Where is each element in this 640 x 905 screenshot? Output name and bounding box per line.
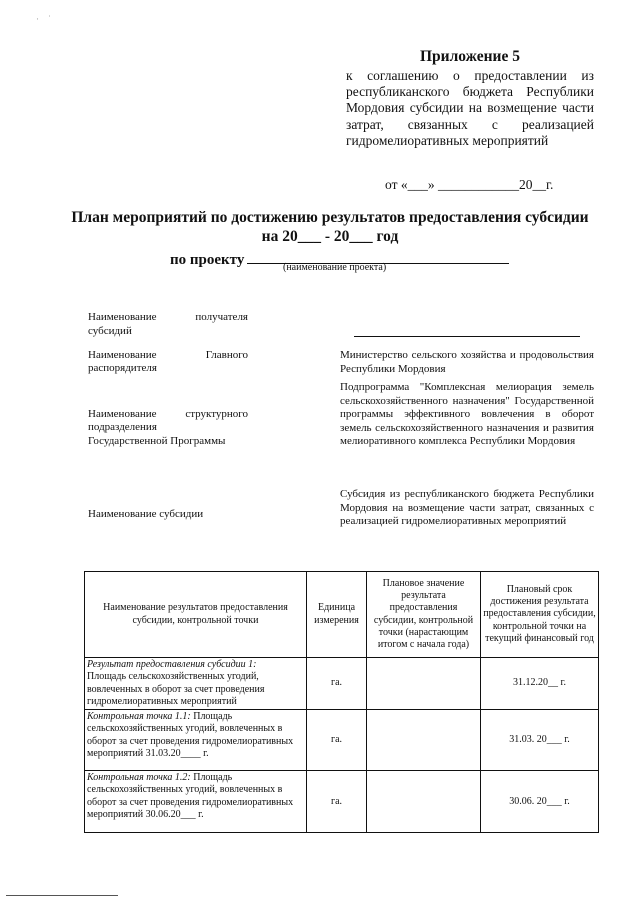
- plan-title-line1: План мероприятий по достижению результатов предоставления субсидии: [71, 209, 589, 226]
- row-value: [367, 658, 481, 710]
- row-date: 31.03. 20___ г.: [481, 710, 599, 771]
- appendix-date: от «___» ____________20__г.: [385, 177, 554, 192]
- plan-title: [40, 208, 620, 246]
- scan-speck: · ˙: [36, 14, 51, 24]
- subsidy-value: Субсидия из республиканского бюджета Республики Мордовия на возмещение части затрат, связанных с реализацией гидромелиоративных мероприятий: [340, 488, 594, 527]
- table-row: [85, 710, 599, 771]
- struct-value: Подпрограмма "Комплексная мелиорация земель сельскохозяйственного назначения" Государственной программы эффективного вовлечения в оборот земель сельскохозяйственного назначения и развития мелиоративного комплекса Республики Мордовия: [340, 381, 594, 447]
- plan-title-line2: на 20___ - 20___ год: [261, 228, 399, 245]
- row-text: Площадь сельскохозяйственных угодий, вовлеченных в оборот за счет проведения гидромелиоративных мероприятий: [87, 671, 265, 707]
- row-label: Контрольная точка 1.1:: [87, 711, 191, 723]
- table-row: [85, 771, 599, 833]
- row-unit: га.: [307, 771, 367, 833]
- manager-label-row: Наименование Главного: [88, 349, 248, 361]
- table-row: [85, 658, 599, 710]
- row-name-cell: [85, 710, 307, 771]
- row-date: 30.06. 20___ г.: [481, 771, 599, 833]
- header-result-name: Наименование результатов предоставления субсидии, контрольной точки: [85, 572, 307, 658]
- struct-label-line3: Государственной Программы: [88, 435, 226, 447]
- recipient-label: Наименование получателя субсидий: [88, 311, 248, 337]
- row-unit: га.: [307, 710, 367, 771]
- appendix-text: к соглашению о предоставлении из республиканского бюджета Республики Мордовия субсидии на возмещение части затрат, связанных с реализацией гидромелиоративных мероприятий: [346, 68, 594, 148]
- header-unit: Единица измерения: [307, 572, 367, 658]
- row-label: Контрольная точка 1.2:: [87, 772, 191, 784]
- header-plan-date: Плановый срок достижения результата предоставления субсидии, контрольной точки на текущий финансовый год: [481, 572, 599, 658]
- row-date: 31.12.20__ г.: [481, 658, 599, 710]
- table-header-row: [85, 572, 599, 658]
- row-name-cell: [85, 771, 307, 833]
- row-value: [367, 710, 481, 771]
- row-value: [367, 771, 481, 833]
- row-text: Площадь сельскохозяйственных угодий, вовлеченных в оборот за счет проведения гидромелиоративных мероприятий 30.06.20___ г.: [87, 772, 294, 821]
- project-label: по проекту: [170, 252, 245, 268]
- header-plan-value: Плановое значение результата предоставления субсидии, контрольной точки (нарастающим итогом с начала года): [367, 572, 481, 658]
- project-note: (наименование проекта): [283, 262, 387, 273]
- results-table: [84, 571, 599, 833]
- manager-value: Министерство сельского хозяйства и продовольствия Республики Мордовия: [340, 349, 594, 375]
- row-name-cell: [85, 658, 307, 710]
- row-text: Площадь сельскохозяйственных угодий, вовлеченных в оборот за счет проведения гидромелиоративных мероприятий 31.03.20____ г.: [87, 711, 294, 760]
- row-label: Результат предоставления субсидии 1:: [87, 659, 257, 670]
- struct-label-line2: подразделения: [88, 421, 157, 433]
- subsidy-label: Наименование субсидии: [88, 508, 204, 520]
- row-unit: га.: [307, 658, 367, 710]
- struct-label-line1: Наименование структурного: [88, 408, 248, 420]
- appendix-title: Приложение 5: [420, 48, 520, 65]
- footnote-rule: [6, 895, 118, 896]
- manager-label-line2: распорядителя: [88, 362, 157, 374]
- recipient-blank-line: [354, 335, 580, 337]
